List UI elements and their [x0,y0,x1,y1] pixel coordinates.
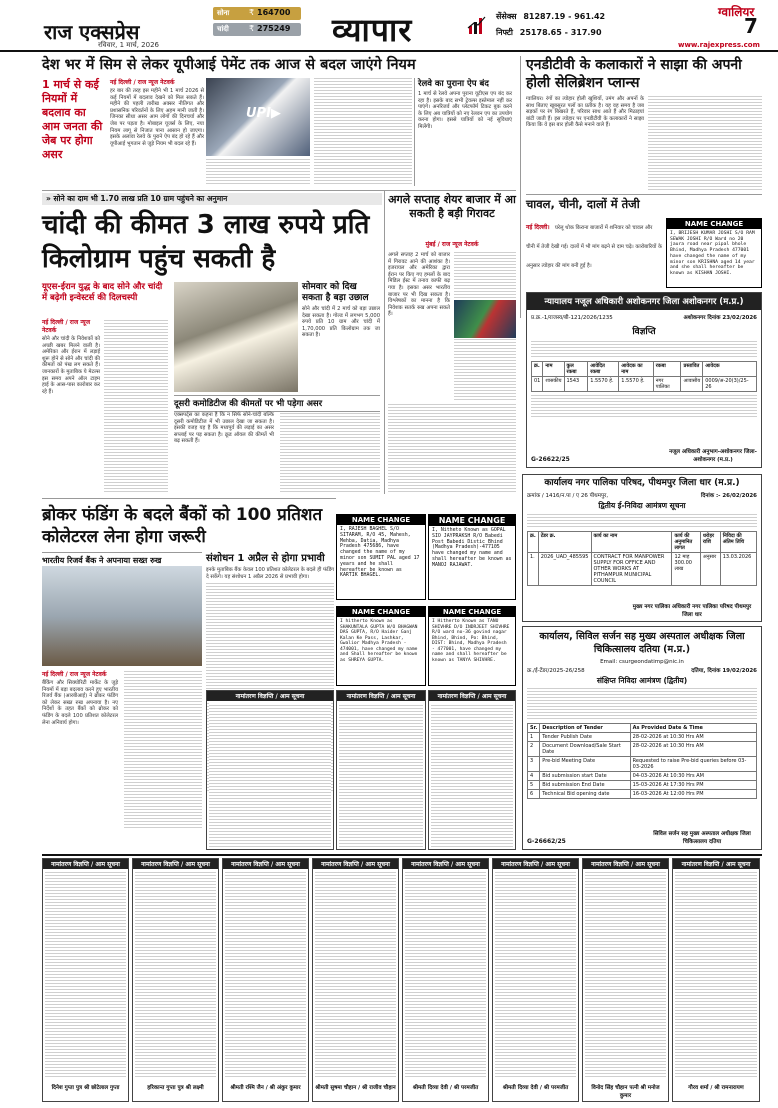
celebs-body: ग्वालियर। रंगों का त्योहार होली खुशियों, उमंग और अपनों के साथ बिताए खूबसूरत पलों का प्रतीक है। यह वह समय है जब सड़कों पर रंग बिखरते हैं, परिवार साथ आते हैं और मिठाइयां बांटी जाती हैं। इस त्योहार पर एनडीटीवी के कलाकारों ने साझा किया कि वे इस बार होली कैसे मनाने वाले हैं। [526,96,644,129]
name-change-body: I hitherto Known as SHAKUNTALA GUPTA W/O BHAGWAN DAS GUPTA, R/O Haider Ganj Kalan Ke Pass, Lashkar, Gwalior Madhya Pradesh - 474001, have changed my name and Shall hereafter be known as SHREYA GUPTA. [340,619,418,663]
upi-photo [206,78,310,156]
silver-side-body: सोने और चांदी में 2 मार्च को बड़ा उछाल देखा सकता है। गोल्ड में लगभग 5,000 रुपये प्रति 10 ग्राम और चांदी में 1,70,000 प्रति किलोग्राम तक जा सकता है। [302,306,380,339]
table-cell: 04-03-2026 At 10:30 Hrs AM [630,772,756,781]
table-header: Description of Tender [540,724,630,733]
table-cell: Pre-bid Meeting Date [540,757,630,772]
notice-title: नामांतरण विज्ञप्ति / आम सूचना [673,859,759,869]
name-change-title: NAME CHANGE [337,607,425,617]
bottom-notice [402,858,489,1102]
table-cell: 3 [528,757,540,772]
tender-title: द्वितीय ई-निविदा आमंत्रण सूचना [598,501,686,510]
notice-body [495,871,576,1079]
notice-body [431,703,513,849]
share-headline: अगले सप्ताह शेयर बाजार में आ सकती है बड़ी गिरावट [388,193,516,220]
divider [384,190,385,494]
name-change-notice [336,606,426,686]
notice-body [225,871,306,1079]
tender-ashoknagar [526,292,762,468]
tender-sign: सिविल सर्जन सह मुख्य अस्पताल अधीक्षक जिला चिकित्सालय दतिया [653,831,751,845]
table-header: रकबा [653,362,681,377]
table-cell: CONTRACT FOR MANPOWER SUPPLY FOR OFFICE AND OTHER WORKS AT PITHAMPUR MUNICIPAL COUNCIL [591,553,672,586]
bank-side-body: इनके मुताबिक बैंक केवल 100 प्रतिशत कोलेटरल के बदले ही फंडिंग दे सकेंगे। यह संशोधन 1 अप्रैल 2026 से प्रभावी होगा। [206,567,335,580]
table-cell: नगर पालिका [653,377,681,392]
table-header: कार्य का नाम [591,532,672,553]
tender-signature: नजूल अधिकारी अनुभाग-अशोकनगर जिला-अशोकनगर (म.प्र.) [669,449,757,463]
sim-headline: देश भर में सिम से लेकर यूपीआई पेमेंट तक आज से बदल जाएंगे नियम [42,57,416,73]
table-cell: 5 [528,781,540,790]
edition-city: ग्वालियर [718,5,755,19]
tender-title: विज्ञप्ति [632,327,656,337]
rupee-icon: ₹ [249,8,255,17]
silver-body [42,318,100,494]
table-row [528,772,757,781]
silver-ticker [213,23,301,36]
name-change-notice [428,514,516,600]
notice-title: नामांतरण विज्ञप्ति / आम सूचना [583,859,668,869]
name-change-body: I, RAJESH BAGHEL S/O SITARAM, R/O 45, Mahesh, Mehba, Datia, Madhya Pradesh 475686, have changed the name of my minor son SUMIT PAL aged 17 years and he shall hereafter be known as KARTIK BHAGEL. [340,526,420,579]
table-cell: Document Download/Sale Start Date [540,742,630,757]
table-cell: 6 [528,790,540,799]
name-change-body: I Hitherto Known as TANU SHIVHRE D/O INDRJEET SHIVHRE R/O ward no-36 govind nagar Bhind, Bhind, Po: Bhind, DIST: Bhind, Madhya Pradesh - 477001, have changed my name and shall hereafter be known as TANYA SHIVHRE. [432,619,510,663]
masthead [0,0,778,52]
name-change-title: NAME CHANGE [337,515,425,525]
issue-date: रविवार, 1 मार्च, 2026 [98,41,159,49]
gold-label: सोना [217,9,230,17]
bottom-notice [312,858,399,1102]
table-header-row [532,362,757,377]
silver-body-text: सोने और चांदी के निवेशकों को अच्छी खबर मिलने वाली है। अमेरिका और ईरान में लड़ाई शुरू होने से सोने और चांदी की कीमतों को पंख लग सकते हैं। जानकारों के मुताबिक ये मेटल्स इस समय अपने ऑल टाइम हाई के आस-पास कारोबार कर रहे हैं। [42,336,100,395]
rail-section [418,78,512,186]
tender-title: संक्षिप्त निविदा आमंत्रण (द्वितीय) [596,676,688,685]
table-cell: Technical Bid opening date [540,790,630,799]
rupee-icon: ₹ [249,24,255,33]
table-header: As Provided Date & Time [630,724,756,733]
table-row [528,553,757,586]
table-header: निविदा की अंतिम तिथि [720,532,756,553]
notice-body [45,871,126,1079]
table-cell: 1 [528,733,540,742]
table-header: धरोहर राशि [700,532,720,553]
bottom-notice [42,858,129,1102]
table-cell: 16-03-2026 At 12:00 Hrs PM [630,790,756,799]
market-photo [454,300,516,338]
silver-sub1: यूएस-ईरान युद्ध के बाद सोने और चांदी में बढ़ेगी इन्वेस्टर्स की दिलचस्पी [42,282,163,303]
silver-kicker [42,193,382,205]
chevron-right-icon: » [46,194,51,203]
table-header: कार्य की अनुमानित लागत [672,532,700,553]
name-change-notice [336,514,426,600]
divider [42,498,336,499]
table-header: क्र. [532,362,543,377]
bottom-notice [492,858,579,1102]
silver-sub2: दूसरी कमोडिटीज की कीमतों पर भी पड़ेगा असर [174,395,380,412]
table-header: क्र. [528,532,539,553]
divider [520,56,521,318]
table-cell: अनुसार [700,553,720,586]
tender-datia [522,626,762,850]
table-row [528,790,757,799]
share-body-col3 [388,404,516,494]
notice-body [135,871,216,1079]
table-row [528,781,757,790]
tender-table [531,361,757,392]
bank-dateline: नई दिल्ली / राज न्यूज नेटवर्क [42,671,107,678]
table-row [528,742,757,757]
notice-title: नामांतरण विज्ञप्ति / आम सूचना [43,859,128,869]
sensex-row [496,11,605,22]
legal-notice [428,690,516,850]
notice-footer: दिनेश गुप्ता पुत्र श्री छोटेलाल गुप्ता [51,1085,120,1091]
notice-title: नामांतरण विज्ञप्ति / आम सूचना [133,859,218,869]
silver-label: चांदी [217,25,229,33]
silver-side-heading: सोमवार को दिख सकता है बड़ा उछाल [302,282,369,303]
name-change-body: I, BRIJESH KUMAR JOSHI S/O RAM SEWAK JOSHI R/O Ward no 20 jaura road near pipal bhole Bhind, Madhya Pradesh 477001 have changed the name of my minor son KRISHNA aged 14 year and she shall hereafter be known as KISHAN JOSHI. [670,231,755,276]
rail-body: 1 मार्च से रेलवे अपना पुराना यूटीएस एप बंद कर रहा है। इसके बाद सभी ट्रेवल्स इस्तेमाल नहीं कर पाएंगे। अनरिजर्व और प्लेटफॉर्म टिकट बुक करने के लिए अब यात्रियों को नए रेलवन एप का उपयोग करना होगा। इससे यात्रियों को नई सुविधाएं मिलेंगी। [418,91,512,130]
notice-footer: गौरव शर्मा / श्री रामनारायण [688,1085,744,1091]
tender-intro [531,339,757,359]
table-header: कुल रकबा [564,362,588,377]
notice-title: नामांतरण विज्ञप्ति / आम सूचना [223,859,308,869]
divider [526,194,762,195]
divider [414,78,415,186]
chart-icon [466,14,488,36]
bank-body-text: बैंकिंग और सिक्योरिटी मार्केट के जुड़े नियमों में बड़ा बदलाव करने हुए भारतीय रिजर्व बैंक (आरबीआई) ने ब्रोकर फंडिंग को लेकर सख्त रुख अपनाया है। नए निर्देशों के तहत बैंकों को ब्रोकर को फंडिंग के बदले 100 प्रतिशत कोलेटरल लेना अनिवार्य होगा। [42,680,118,726]
tender-table [527,531,757,586]
name-change-body: I, Nitheto Known as GOPAL SIO JAYPRAKSH R/O Babedi Post Babedi Distic Bhind (Madhya Pradesh)-477105 have changed my name and shall hereafter be known as MANOJ RAJAWAT. [432,527,512,568]
bottom-notice [672,858,760,1102]
rice-dateline: नई दिल्ली। [526,224,550,231]
sim-dateline: नई दिल्ली / राज न्यूज नेटवर्क [110,79,175,86]
celebs-body-col2 [648,96,762,192]
tender-date: दतिया, दिनांक 19/02/2026 [691,668,757,674]
bottom-notice [222,858,309,1102]
table-cell: 12 माह 300.00 लाख [672,553,700,586]
notice-footer: विनोद सिंह चौहान पत्नी श्री मनोज कुमार [591,1085,660,1099]
table-header: Sr. [528,724,540,733]
upi-logo-icon: UPI▶ [246,106,281,121]
table-header: आवेदक का नाम [619,362,653,377]
notice-footer: श्रीमती सुषमा चौहान / श्री राजीव चौहान [315,1085,396,1091]
rbi-photo [42,566,202,666]
nifty-label: निफ्टी [496,28,513,37]
name-change-notice [428,606,516,686]
page-number: 7 [744,14,758,38]
tender-case-no: प्र.क्र.-1/राजस्व/बी-121/2026/1235 [531,315,613,321]
paper-name: राज एक्सप्रेस [44,20,140,44]
table-header-row [528,724,757,733]
notice-footer: श्रीमती दिव्या देवी / श्री परमजीत [412,1085,479,1091]
legal-notice [336,690,426,850]
notice-title: नामांतरण विज्ञप्ति / आम सूचना [313,859,398,869]
notice-footer: श्रीमती रश्मि जैन / श्री अंकुर कुमार [230,1085,301,1091]
notice-body [339,703,423,849]
tender-date: दिनांक :- 26/02/2026 [701,493,757,499]
table-row [528,757,757,772]
table-header: आवेदित रकबा [588,362,619,377]
tender-date: अशोकनगर दिनांक 23/02/2026 [683,315,757,321]
share-dateline: मुंबई / राज न्यूज नेटवर्क [425,241,479,248]
table-cell: 1.5570 हे. [619,377,653,392]
gold-ticker [213,7,301,20]
table-header: प्रस्तावित [681,362,703,377]
table-cell: 2 [528,742,540,757]
sim-body-col3 [314,78,412,186]
gold-value: 164700 [257,8,291,17]
tender-pithampur [522,474,762,622]
table-row [528,733,757,742]
notice-body [675,871,757,1079]
tender-office: कार्यालय, सिविल सर्जन सह मुख्य अस्पताल अधीक्षक जिला चिकित्सालय दतिया (म.प्र.) [539,631,745,655]
table-cell: 28-02-2026 at 10:30 Hrs AM [630,742,756,757]
divider [42,854,762,856]
table-cell: 1543 [564,377,588,392]
table-cell: 1.5570 हे. [588,377,619,392]
table-cell: 0009/अ-20(3)/25-26 [703,377,757,392]
tender-office: कार्यालय नगर पालिका परिषद, पीथमपुर जिला धार (म.प्र.) [544,478,740,488]
sim-body [110,78,204,186]
table-cell: 15-03-2026 At 17:30 Hrs PM [630,781,756,790]
table-header: आवेदक [703,362,757,377]
rice-headline: चावल, चीनी, दालों में तेजी [526,197,640,211]
tender-ref: क्र./ई-टेंडर/2025-26/258 [527,668,585,674]
table-header-row [528,532,757,553]
sim-sidebar-text: 1 मार्च से कई नियमों में बदलाव का आम जनता की जेब पर होगा असर [42,78,103,161]
legal-notice [206,690,334,850]
silver-sub2-body-col2 [280,412,380,494]
bank-side-heading: संशोधन 1 अप्रैल से होगा प्रभावी [206,553,325,564]
sensex-label: सेंसेक्स [496,12,517,21]
table-cell: 4 [528,772,540,781]
table-cell: 28-02-2026 at 10:30 Hrs AM [630,733,756,742]
tender-intro [527,513,757,529]
table-cell: 01 [532,377,543,392]
silver-dateline: नई दिल्ली / राज न्यूज नेटवर्क [42,319,91,334]
table-cell: शासकीय [543,377,564,392]
nifty-value: 25178.65 - 317.90 [519,28,602,37]
notice-title: नामांतरण विज्ञप्ति / आम सूचना [207,691,333,701]
silver-bars-photo [174,282,298,392]
bank-headline: ब्रोकर फंडिंग के बदले बैंकों को 100 प्रतिशत कोलेटरल लेना होगा जरूरी [42,505,323,547]
table-cell: 13.03.2026 [720,553,756,586]
notice-title: नामांतरण विज्ञप्ति / आम सूचना [429,691,515,701]
notice-title: नामांतरण विज्ञप्ति / आम सूचना [337,691,425,701]
tender-office: न्यायालय नजूल अधिकारी अशोकनगर जिला अशोकनगर (म.प्र.) [527,293,761,310]
silver-body-col2 [104,318,168,494]
sensex-value: 81287.19 - 961.42 [523,12,606,21]
sim-body-col2 [206,158,310,186]
table-row [532,377,757,392]
sim-body-text: हर बार की तरह इस महीने भी 1 मार्च 2026 से कई नियमों में बदलाव देखने को मिल सकते हैं। महीने की पहली तारीख अक्सर नीतिगत और प्रशासनिक परिवर्तनों के लिए अहम मानी जाती है। जिनका सीधा असर आम लोगों की दिनचर्या और जेब पर पड़ता है। मोबाइल यूजर्स के लिए, नया नियम लागू से निजात पाना आसान हो जाएगा। इसके अलावा रेलवे के पुराने ऐप बंद हो रहे हैं और यूपीआई भुगतान से जुड़े नियम भी बदल रहे हैं। [110,88,204,147]
tender-intro [527,687,757,721]
name-change-notice [666,218,762,288]
tender-ref: क्रमांक / 1416/न.पा / ए 26 पीथमपुर, [527,493,609,499]
table-cell: आवासीय [681,377,703,392]
tender-sign: मुख्य नगर पालिका अधिकारी नगर पालिका परिषद पीथमपुर जिला धार [632,604,752,618]
rail-heading: रेलवे का पुराना ऐप बंद [418,79,489,89]
silver-headline: चांदी की कीमत 3 लाख रुपये प्रति किलोग्राम पहुंच सकती है [42,210,370,274]
notice-body [405,871,486,1079]
notice-title: नामांतरण विज्ञप्ति / आम सूचना [493,859,578,869]
notice-footer: हरिकान्त गुप्ता पुत्र श्री लक्ष्मी [147,1085,204,1091]
notice-body [585,871,666,1079]
bank-sub-text: भारतीय रिजर्व बैंक ने अपनाया सख्त रुख [42,556,162,565]
table-cell: 2026_UAD_485595 [538,553,591,586]
notice-title: नामांतरण विज्ञप्ति / आम सूचना [403,859,488,869]
notice-body [315,871,396,1079]
bank-body-col2 [124,670,202,830]
tender-table [527,723,757,799]
notice-body [209,703,331,849]
rice-body [526,214,662,269]
table-header: नाम [543,362,564,377]
silver-value: 275249 [257,24,291,33]
tender-code: G-26662/25 [527,838,566,845]
nifty-row [496,27,602,38]
share-body: अगले सप्ताह 2 मार्च को बाजार में गिरावट आने की आशंका है। इजरायल और अमेरिका द्वारा ईरान पर किए गए हमलों के बाद मिडिल ईस्ट में तनाव काफी बढ़ गया है। इसका असर भारतीय बाजार पर भी दिख सकता है। विश्लेषकों का मानना है कि निवेशक सतर्क रुख अपना सकते हैं। [388,252,450,318]
silver-sub2-body: एक्सपर्ट्स का कहना है कि न सिर्फ सोने-चांदी बल्कि दूसरी कमोडिटीज में भी उछाल देखा जा सकता है। इसकी वजह यह है कि मध्यपूर्व की लड़ाई का असर सप्लाई पर पड़ सकता है। क्रूड ऑयल की कीमतें भी बढ़ सकती हैं। [174,412,274,445]
bottom-notice [582,858,669,1102]
tender-email: Email: csurgeondatimp@nic.in [600,659,684,665]
table-cell: Bid submission End Date [540,781,630,790]
silver-side [302,282,380,392]
rice-body-text: घरेलू थोक किराना बाजारों में शनिवार को चावल और चीनी में तेजी देखी गई। दालों में भी मांग बढ़ने से दाम चढ़े। कारोबारियों के अनुसार त्योहार की मांग बनी हुई है। [526,225,662,269]
name-change-title: NAME CHANGE [429,515,515,526]
table-cell: 1. [528,553,539,586]
bank-body [42,670,118,830]
divider [42,190,516,191]
section-title: व्यापार [332,11,413,49]
tender-ref: G-26622/25 [531,456,570,463]
tender-note [531,395,757,419]
table-cell: Bid submission start Date [540,772,630,781]
table-cell: Requested to raise Pre-bid queries before 03-03-2026 [630,757,756,772]
notice-footer: श्रीमती दिव्या देवी / श्री परमजीत [502,1085,569,1091]
website-link[interactable]: www.rajexpress.com [678,41,760,49]
name-change-title: NAME CHANGE [667,219,761,229]
table-header: टेंडर क्र. [538,532,591,553]
kicker-text: सोने का दाम भी 1.70 लाख प्रति 10 ग्राम पहुंचने का अनुमान [53,194,228,203]
celebs-headline: एनडीटीवी के कलाकारों ने साझा की अपनी होली सेलिब्रेशन प्लान्स [526,57,742,91]
table-cell: Tender Publish Date [540,733,630,742]
bottom-notices [42,858,762,1104]
bottom-notice [132,858,219,1102]
name-change-title: NAME CHANGE [429,607,515,617]
